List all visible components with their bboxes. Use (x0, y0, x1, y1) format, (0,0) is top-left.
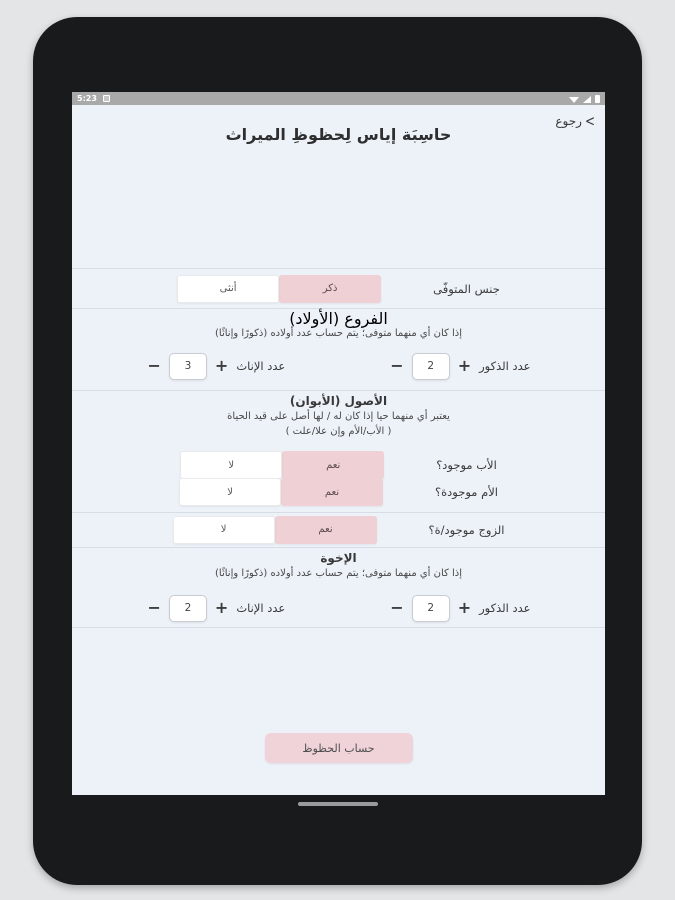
spouse-row (72, 512, 605, 547)
tablet-frame (33, 17, 642, 885)
image-notification-icon (103, 95, 110, 102)
gender-male-button[interactable]: ذكر (279, 275, 381, 303)
mother-yes-button[interactable]: نعم (281, 478, 383, 506)
minus-icon[interactable]: − (390, 356, 404, 375)
spouse-toggle (173, 516, 377, 544)
minus-icon[interactable]: − (390, 598, 404, 617)
descendants-males-label: عدد الذكور (479, 359, 531, 373)
siblings-males-label: عدد الذكور (479, 601, 531, 615)
divider (72, 547, 605, 548)
ancestors-section-title: الأصول (الأبوان) (289, 394, 388, 408)
status-bar-right (569, 95, 600, 103)
ancestors-section-subtitle-2: ( الأب/الأم وإن علا/علت ) (285, 425, 392, 437)
siblings-section-title: الإخوة (320, 551, 357, 565)
mother-row (72, 473, 605, 511)
gender-row (72, 269, 605, 308)
mother-toggle (179, 478, 383, 506)
siblings-males-stepper (389, 595, 530, 622)
plus-icon[interactable]: + (214, 356, 229, 375)
descendants-females-stepper (147, 353, 286, 380)
page-title: حاسِبَة إياس لِحظوظِ الميراث (225, 125, 452, 144)
siblings-females-stepper (147, 595, 286, 622)
siblings-males-value[interactable]: 2 (412, 595, 450, 622)
siblings-section-subtitle: إذا كان أي منهما متوفى؛ يتم حساب عدد أولاده (ذكورًا وإناثًا) (215, 567, 462, 579)
siblings-steppers-row (72, 587, 605, 629)
wifi-icon (569, 97, 579, 103)
gender-label: جنس المتوفّى (433, 281, 500, 296)
mother-label: الأم موجودة؟ (435, 485, 498, 499)
plus-icon[interactable]: + (457, 356, 472, 375)
father-label: الأب موجود؟ (436, 458, 497, 472)
plus-icon[interactable]: + (214, 598, 229, 617)
father-no-button[interactable]: لا (180, 451, 282, 479)
siblings-females-label: عدد الإناث (236, 601, 286, 615)
descendants-section-title: الفروع (الأولاد) (289, 308, 388, 328)
status-bar-left (77, 94, 110, 103)
calculate-shares-button[interactable]: حساب الحظوظ (265, 733, 413, 763)
back-label: رجوع (555, 114, 582, 128)
descendants-females-label: عدد الإناث (236, 359, 286, 373)
mother-no-button[interactable]: لا (179, 478, 281, 506)
app-content (72, 105, 605, 795)
descendants-males-value[interactable]: 2 (412, 353, 450, 380)
minus-icon[interactable]: − (147, 356, 161, 375)
status-bar (72, 92, 605, 105)
descendants-section-subtitle: إذا كان أي منهما متوفى؛ يتم حساب عدد أولاده (ذكورًا وإناثًا) (215, 327, 462, 339)
gender-female-button[interactable]: أنثى (177, 275, 279, 303)
ancestors-section-subtitle-1: يعتبر أي منهما حيا إذا كان له / لها أصل على قيد الحياة (227, 410, 450, 422)
clock-text: 5:23 (77, 94, 97, 103)
father-yes-button[interactable]: نعم (282, 451, 384, 479)
siblings-females-value[interactable]: 2 (169, 595, 207, 622)
descendants-steppers-row (72, 345, 605, 387)
device-screen (72, 92, 605, 795)
divider (72, 390, 605, 391)
signal-icon (583, 96, 591, 103)
spouse-label: الزوج موجود/ة؟ (428, 522, 505, 537)
descendants-females-value[interactable]: 3 (169, 353, 207, 380)
divider (72, 627, 605, 628)
spouse-no-button[interactable]: لا (173, 516, 275, 544)
chevron-right-icon: > (584, 112, 595, 130)
battery-icon (595, 95, 600, 103)
minus-icon[interactable]: − (147, 598, 161, 617)
gender-toggle (177, 275, 381, 303)
spouse-yes-button[interactable]: نعم (275, 516, 377, 544)
home-indicator[interactable] (298, 802, 378, 806)
descendants-males-stepper (389, 353, 530, 380)
plus-icon[interactable]: + (457, 598, 472, 617)
